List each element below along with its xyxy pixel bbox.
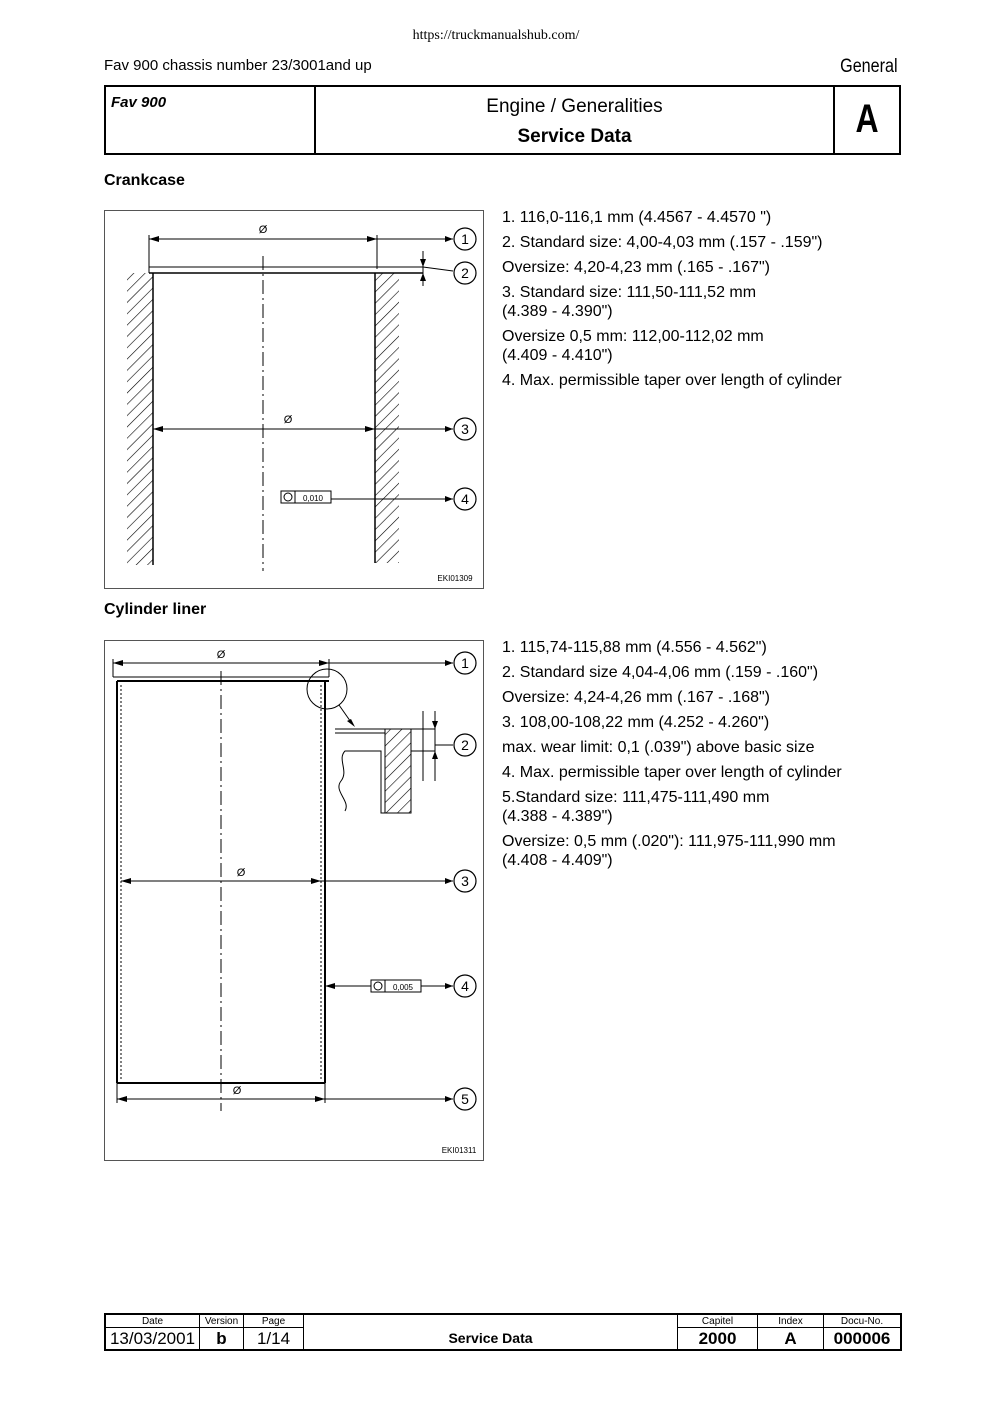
chapter-cell (835, 87, 899, 153)
spec-item: 3. Standard size: 111,50-111,52 mm (502, 284, 757, 301)
footer-date-cell (106, 1315, 200, 1349)
tolerance-value: 0,010 (302, 494, 324, 503)
header-title-box (104, 85, 901, 155)
diameter-symbol-top: Ø (258, 224, 268, 236)
callout-3: 3 (461, 873, 469, 889)
footer-index-label: Index (758, 1315, 823, 1328)
footer-date-label: Date (106, 1315, 199, 1328)
right-wall-hatch (375, 273, 399, 563)
spec-item: max. wear limit: 0,1 (.039") above basic size (502, 739, 815, 756)
callout-5: 5 (461, 1091, 469, 1107)
spec-item: Oversize: 4,24-4,26 mm (.167 - .168") (502, 689, 771, 706)
spec-item: (4.409 - 4.410") (502, 347, 613, 364)
callout-4: 4 (461, 491, 469, 507)
footer-page-label: Page (244, 1315, 303, 1328)
callout-2: 2 (461, 265, 469, 281)
footer-docu-label: Docu-No. (824, 1315, 900, 1328)
crankcase-spec-list (502, 208, 902, 396)
spec-item: (4.408 - 4.409") (502, 852, 613, 869)
spec-item: 1. 116,0-116,1 mm (4.4567 - 4.4570 ") (502, 209, 772, 226)
section-label: General (840, 56, 898, 77)
crankcase-title: Crankcase (104, 172, 185, 189)
footer-title-cell (304, 1315, 678, 1349)
source-url: https://truckmanualshub.com/ (412, 28, 580, 43)
spec-item: 4. Max. permissible taper over length of cylinder (502, 764, 842, 781)
cylinder-liner-title: Cylinder liner (104, 601, 207, 618)
document-subtitle: Fav 900 chassis number 23/3001and up (104, 57, 372, 74)
footer-capitel-label: Capitel (678, 1315, 757, 1328)
footer-docu-cell (824, 1315, 900, 1349)
footer-version-cell (200, 1315, 244, 1349)
cylinder-liner-spec-list (502, 638, 902, 876)
diameter-symbol-middle: Ø (236, 867, 246, 879)
page-subtitle: Service Data (517, 126, 632, 147)
callout-3: 3 (461, 421, 469, 437)
spec-item: 3. 108,00-108,22 mm (4.252 - 4.260") (502, 714, 770, 731)
figure-code: EKI01311 (441, 1146, 477, 1155)
footer-page: 1/14 (256, 1329, 291, 1348)
spec-item: Oversize: 0,5 mm (.020"): 111,975-111,990 mm (502, 833, 836, 850)
callout-2: 2 (461, 737, 469, 753)
spec-item: Oversize: 4,20-4,23 mm (.165 - .167") (502, 259, 771, 276)
model-cell (106, 87, 316, 153)
footer-capitel-cell (678, 1315, 758, 1349)
chapter-letter: A (855, 97, 879, 141)
footer-capitel: 2000 (698, 1329, 737, 1348)
spec-item: Oversize 0,5 mm: 112,00-112,02 mm (502, 328, 764, 345)
spec-item: (4.389 - 4.390") (502, 303, 613, 320)
footer-index: A (784, 1329, 797, 1348)
footer-index-cell (758, 1315, 824, 1349)
diameter-symbol-bottom: Ø (232, 1085, 242, 1097)
spec-item: 5.Standard size: 111,475-111,490 mm (502, 789, 770, 806)
spec-item: 1. 115,74-115,88 mm (4.556 - 4.562") (502, 639, 767, 656)
spec-item: (4.388 - 4.389") (502, 808, 613, 825)
footer-page-cell (244, 1315, 304, 1349)
page-title: Engine / Generalities (486, 96, 663, 117)
spec-item: 2. Standard size 4,04-4,06 mm (.159 - .160") (502, 664, 819, 681)
footer-version: b (216, 1329, 227, 1348)
callout-4: 4 (461, 978, 469, 994)
diameter-symbol-middle: Ø (283, 414, 293, 426)
footer-docu: 000006 (833, 1329, 891, 1348)
footer-title: Service Data (448, 1330, 533, 1346)
crankcase-diagram (104, 210, 484, 589)
footer-version-label: Version (200, 1315, 243, 1328)
cylinder-liner-diagram (104, 640, 484, 1161)
callout-1: 1 (461, 655, 469, 671)
footer-date: 13/03/2001 (109, 1329, 196, 1348)
title-cell (316, 87, 835, 153)
spec-item: 2. Standard size: 4,00-4,03 mm (.157 - .159") (502, 234, 823, 251)
tolerance-value: 0,005 (392, 983, 414, 992)
spec-item: 4. Max. permissible taper over length of cylinder (502, 372, 842, 389)
left-wall-hatch (127, 273, 153, 565)
diameter-symbol-top: Ø (216, 649, 226, 661)
model-label: Fav 900 (111, 94, 167, 111)
footer-table (104, 1313, 902, 1351)
figure-code: EKI01309 (437, 574, 473, 583)
callout-1: 1 (461, 231, 469, 247)
